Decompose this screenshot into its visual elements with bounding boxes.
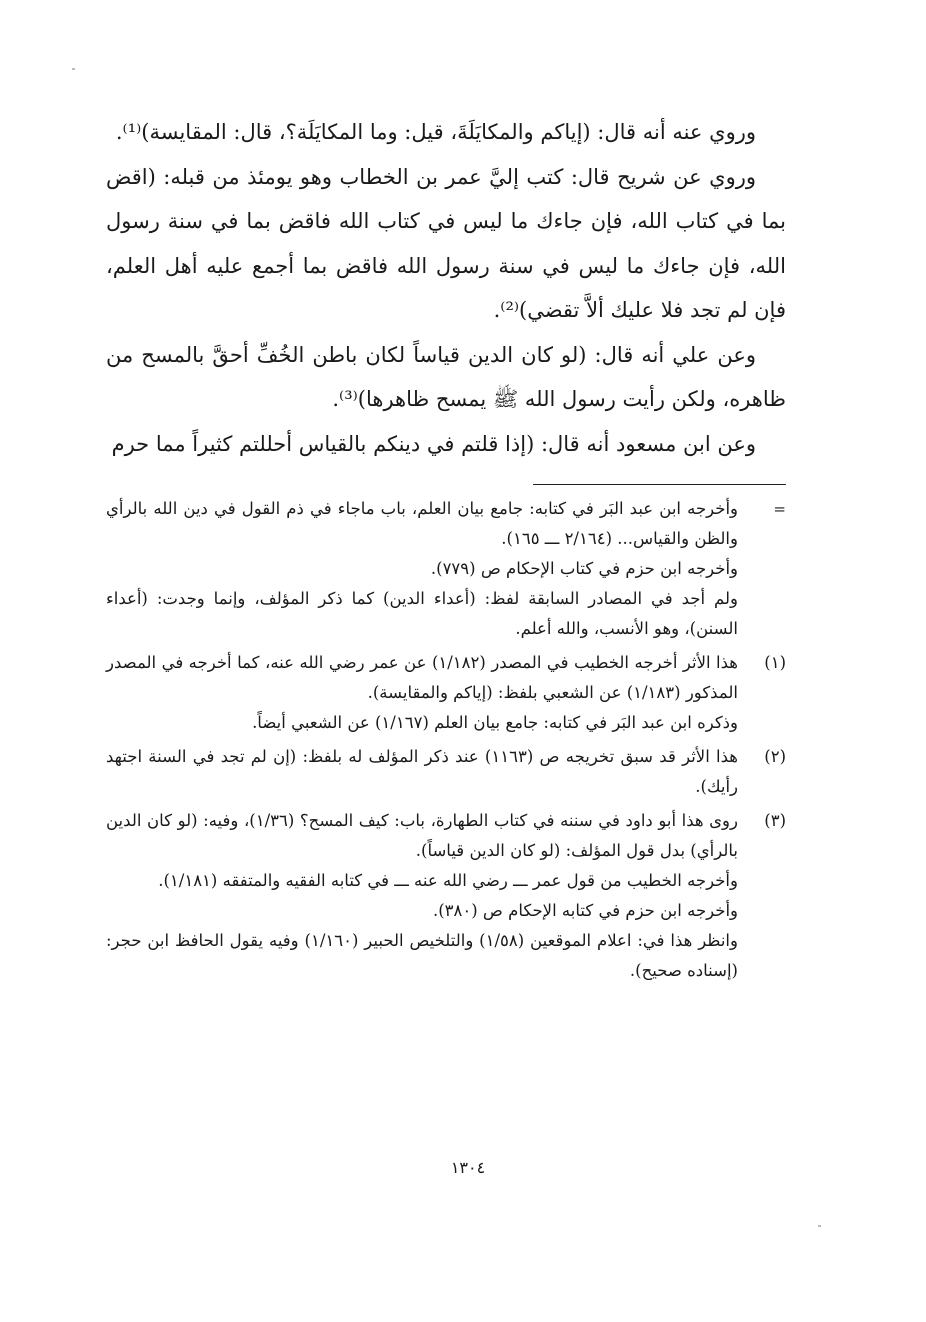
footnote-body bbox=[106, 806, 738, 986]
footnote-line: هذا الأثر أخرجه الخطيب في المصدر (١/١٨٢) عن عمر رضي الله عنه، كما أخرجه في المصدر المذكور (١/١٨٣) عن الشعبي بلفظ: (إياكم والمقايسة). bbox=[106, 653, 738, 702]
paragraph-4: وعن ابن مسعود أنه قال: (إذا قلتم في دينكم بالقياس أحللتم كثيراً مما حرم bbox=[111, 431, 756, 456]
main-text bbox=[106, 110, 786, 466]
footnote-3 bbox=[106, 806, 786, 986]
footnote-marker: (٣) bbox=[764, 811, 786, 830]
footnote-1 bbox=[106, 648, 786, 738]
footnote-body bbox=[106, 742, 738, 802]
footnote-divider bbox=[533, 484, 786, 485]
scan-speck bbox=[818, 1225, 821, 1227]
footnote-line: وأخرجه ابن عبد البَر في كتابه: جامع بيان العلم، باب ماجاء في ذم القول في دين الله بالرأي والظن والقياس... (٢/١٦٤ ـــ ١٦٥). bbox=[106, 499, 738, 548]
footnote-continued bbox=[106, 494, 786, 644]
footnote-line: وأخرجه الخطيب من قول عمر ـــ رضي الله عنه ـــ في كتابه الفقيه والمتفقه (١/١٨١). bbox=[158, 871, 738, 890]
footnotes bbox=[106, 494, 786, 990]
continuation-marker: = bbox=[773, 500, 786, 518]
footnote-line: هذا الأثر قد سبق تخريجه ص (١١٦٣) عند ذكر المؤلف له بلفظ: (إن لم تجد في السنة اجتهد رأيك). bbox=[106, 747, 739, 796]
footnote-marker: (٢) bbox=[764, 747, 786, 766]
footnote-line: وأخرجه ابن حزم في كتاب الإحكام ص (٧٧٩). bbox=[430, 559, 738, 578]
footnote-line: روى هذا أبو داود في سننه في كتاب الطهارة، باب: كيف المسح؟ (١/٣٦)، وفيه: (لو كان الدين بالرأي) بدل قول المؤلف: (لو كان الدين قياساً). bbox=[106, 811, 738, 860]
footnote-line: وأخرجه ابن حزم في كتابه الإحكام ص (٣٨٠). bbox=[432, 901, 738, 920]
paragraph-1: وروي عنه أنه قال: (إياكم والمكايَلَةَ، قيل: وما المكايَلَة؟، قال: المقايسة)⁽¹⁾. bbox=[115, 120, 756, 144]
footnote-2 bbox=[106, 742, 786, 802]
footnote-line: ولم أجد في المصادر السابقة لفظ: (أعداء الدين) كما ذكر المؤلف، وإنما وجدت: (أعداء السنن)، وهو الأنسب، والله أعلم. bbox=[106, 589, 738, 638]
paragraph-2: وروي عن شريح قال: كتب إليَّ عمر بن الخطاب وهو يومئذ من قبله: (اقض بما في كتاب الله، فإن جاءك ما ليس في كتاب الله فاقض بما في سنة رسول الله، فإن جاءك ما ليس في سنة رسول الله فاقض بما أجمع عليه أهل العلم، فإن لم تجد فلا عليك ألاَّ تقضي)⁽²⁾. bbox=[106, 164, 786, 322]
paragraph-3: وعن علي أنه قال: (لو كان الدين قياساً لكان باطن الخُفِّ أحقَّ بالمسح من ظاهره، ولكن رأيت رسول الله ﷺ يمسح ظاهرها)⁽³⁾. bbox=[106, 342, 786, 411]
footnote-marker: (١) bbox=[764, 653, 786, 672]
page-number: ١٣٠٤ bbox=[450, 1158, 486, 1177]
footnote-body bbox=[106, 648, 738, 738]
footnote-line: وذكره ابن عبد البَر في كتابه: جامع بيان العلم (١/١٦٧) عن الشعبي أيضاً. bbox=[252, 713, 738, 732]
footnote-body bbox=[106, 494, 738, 644]
scan-speck bbox=[72, 68, 75, 70]
footnote-line: وانظر هذا في: اعلام الموقعين (١/٥٨) والتلخيص الحبير (١/١٦٠) وفيه يقول الحافظ ابن حجر: (إسناده صحيح). bbox=[106, 931, 738, 980]
